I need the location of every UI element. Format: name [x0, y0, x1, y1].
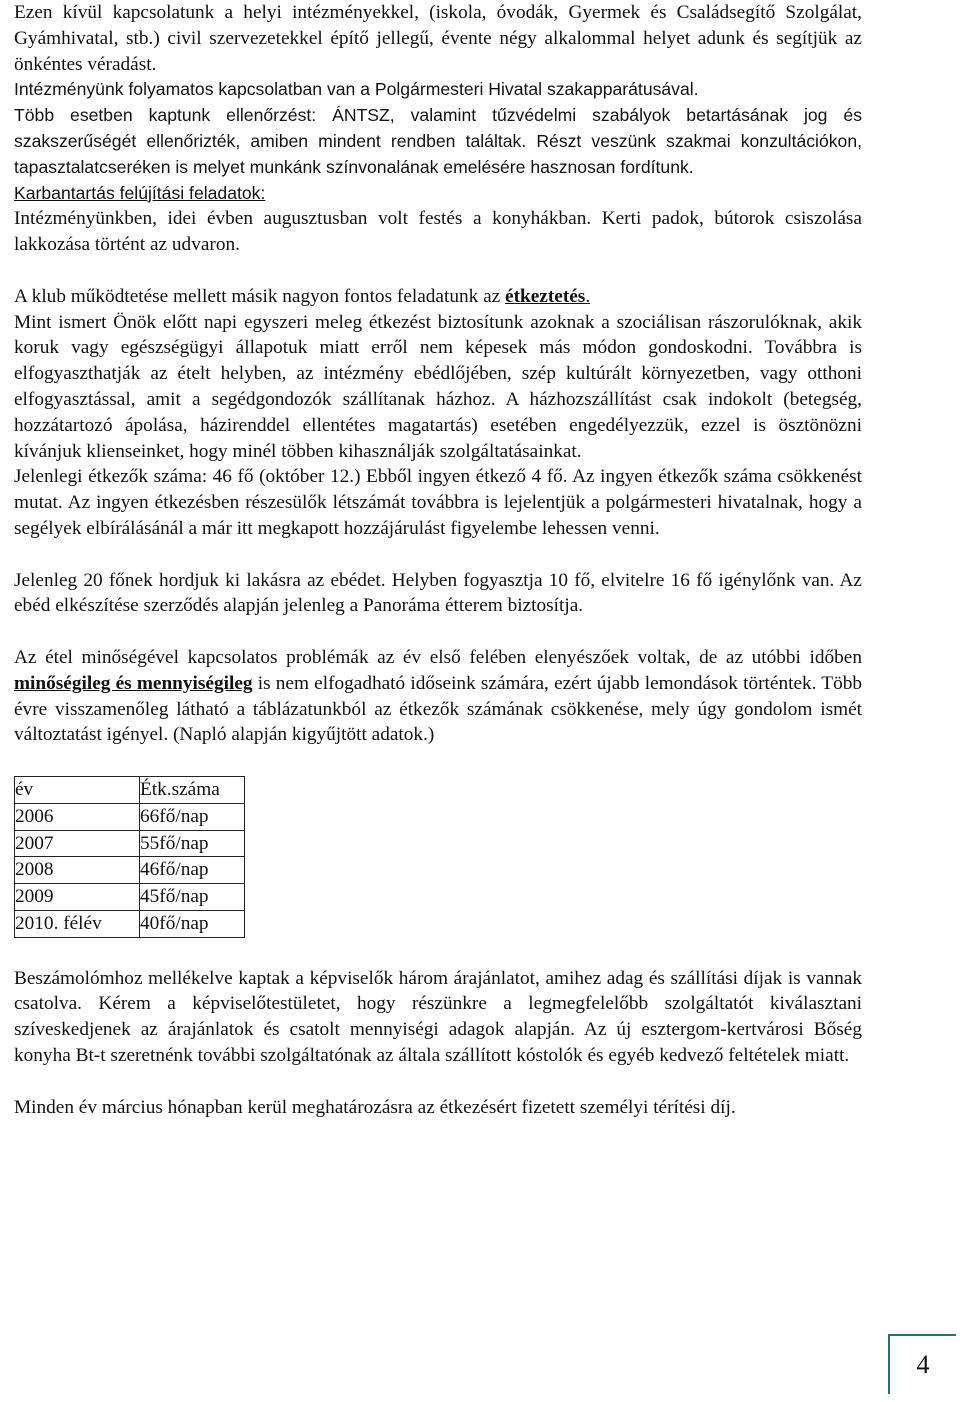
paragraph-etkeztetes: Mint ismert Önök előtt napi egyszeri meleg étkezést biztosítunk azoknak a szociálisan rászorulóknak, akik koruk vagy egészségügyi állapotuk miatt erről nem képesek más módon gondoskodni. Továbbra is elfogyaszthatják az ételt helyben, az intézmény ebédlőjében, szép kultúrált környezetben, vagy otthoni elfogyasztással, amit a segédgondozók szállítanak házhoz. A házhozszállítást csak indokolt (betegség, hozzátartozó ápolása, házirenddel ellentétes magatartás) esetében engedélyezzük, ezzel is ösztönözni kívánjuk klienseinket, hogy minél többen kihasználják szolgáltatásainkat. — [14, 311, 862, 462]
paragraph-polgarmesteri-hivatal: Intézményünk folyamatos kapcsolatban van a Polgármesteri Hivatal szakapparátusával. — [14, 79, 699, 100]
paragraph-arajanlatok: Beszámolómhoz mellékelve kaptak a képviselők három árajánlatot, amihez adag és szállítási díjak is vannak csatolva. Kérem a képviselőtestületet, hogy részünkre a legmegfelelőbb szolgáltatót kiválasztani szíveskedjenek az árajánlatok és csatolt mennyiségi adagok alapján. Az új esztergom-kertvárosi Bőség konyha Bt-t szeretnénk további szolgáltatónak az általa szállított kóstolók és egyéb kedvező feltételek miatt. — [14, 967, 862, 1067]
table-cell: 40fő/nap — [140, 910, 245, 937]
paragraph-hazhozszallitas: Jelenleg 20 főnek hordjuk ki lakásra az ebédet. Helyben fogyasztja 10 fő, elvitelre 16 fő igénylőnk van. Az ebéd elkészítése szerződés alapján jelenleg a Panoráma étterem biztosítja. — [14, 569, 862, 617]
paragraph-karbantartas: Intézményünkben, idei évben augusztusban volt festés a konyhákban. Kerti padok, bútorok csiszolása lakkozása történt az udvaron. — [14, 208, 862, 256]
table-cell: 2009 — [15, 884, 140, 911]
table-cell: 2007 — [15, 830, 140, 857]
table-row — [15, 910, 245, 937]
page-number: 4 — [888, 1334, 956, 1394]
table-row — [15, 884, 245, 911]
paragraph-klub-etkeztetes — [14, 284, 862, 310]
paragraph-ellenorzes: Több esetben kaptunk ellenőrzést: ÁNTSZ, valamint tűzvédelmi szabályok betartásának jog és szakszerűségét ellenőrizték, amiben mindent rendben találtak. Részt veszünk szakmai konzultációkon, tapasztalatcseréken is melyet munkánk színvonalának emelésére hasznosan fordítunk. — [14, 105, 862, 177]
table-header-cell: év — [15, 776, 140, 803]
table-cell: 46fő/nap — [140, 857, 245, 884]
table-cell: 2010. félév — [15, 910, 140, 937]
paragraph-minoseg — [14, 645, 862, 748]
paragraph-intezmenyek: Ezen kívül kapcsolatunk a helyi intézményekkel, (iskola, óvodák, Gyermek és Családsegítő Szolgálat, Gyámhivatal, stb.) civil szervezetekkel építő jellegű, évente négy alkalommal helyet adunk és segítjük az önkéntes véradást. — [14, 2, 862, 75]
minoseg-text-pre: Az étel minőségével kapcsolatos problémák az év első felében elenyészőek voltak, de az utóbbi időben — [14, 646, 862, 668]
etkezok-szama-table — [14, 776, 245, 938]
minoseg-emphasis: minőségileg és mennyiségileg — [14, 672, 253, 694]
heading-karbantartas — [14, 181, 862, 207]
minoseg-text-post: is nem elfogadható időseink számára, ezért újabb lemondások történtek. Több évre visszamenőleg látható a táblázatunkból az étkezők számának csökkenése, mely úgy gondolom ismét változtatást igényel. (Napló alapján kigyűjtött adatok.) — [14, 672, 863, 746]
document-page — [14, 0, 862, 1120]
table-header-row — [15, 776, 245, 803]
table-row — [15, 803, 245, 830]
table-cell: 45fő/nap — [140, 884, 245, 911]
klub-text-pre: A klub működtetése mellett másik nagyon fontos feladatunk az — [14, 285, 506, 307]
paragraph-jelenlegi-etkezok: Jelenlegi étkezők száma: 46 fő (október 12.) Ebből ingyen étkező 4 fő. Az ingyen étkezők száma csökkenést mutat. Az ingyen étkezésben részesülők létszámát továbbra is lejelentjük a polgármesteri hivatalnak, hogy a segélyek elbírálásánál a már itt megkapott hozzájárulást figyelembe lehessen venni. — [14, 466, 862, 539]
etkeztetes-emphasis: étkeztetés — [505, 285, 586, 307]
table-cell: 55fő/nap — [140, 830, 245, 857]
table-row — [15, 857, 245, 884]
table-cell: 2008 — [15, 857, 140, 884]
karbantartas-heading-text: Karbantartás felújítási feladatok: — [14, 182, 266, 203]
table-cell: 2006 — [15, 803, 140, 830]
table-row — [15, 830, 245, 857]
klub-text-post: . — [585, 285, 591, 307]
table-cell: 66fő/nap — [140, 803, 245, 830]
paragraph-teritesi-dij: Minden év március hónapban kerül meghatározásra az étkezésért fizetett személyi térítési díj. — [14, 1096, 736, 1118]
table-header-cell: Étk.száma — [140, 776, 245, 803]
